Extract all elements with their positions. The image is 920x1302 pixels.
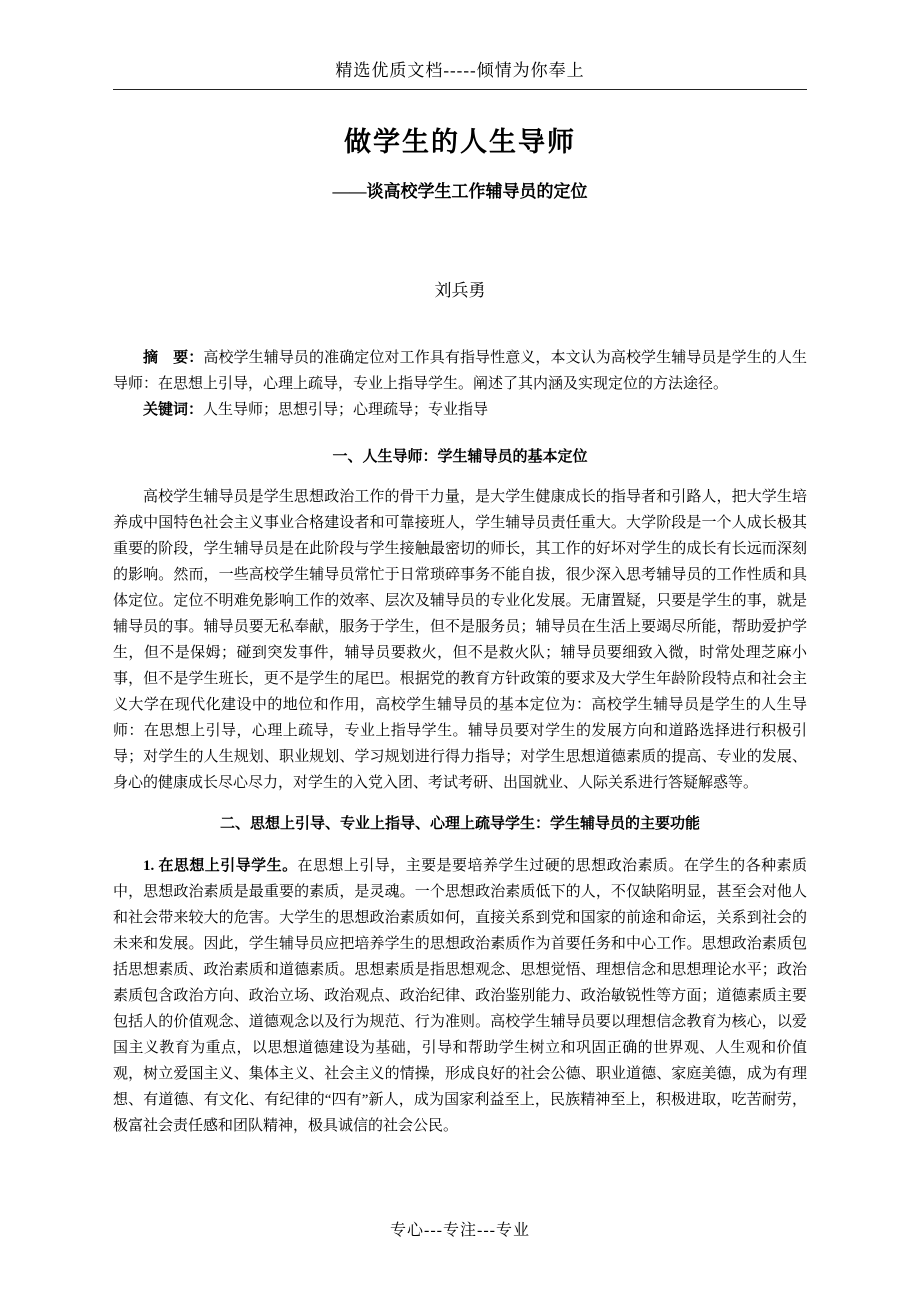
keywords-label: 关键词： — [143, 402, 204, 418]
document-subtitle: ——谈高校学生工作辅导员的定位 — [332, 182, 588, 201]
page-footer-text: 专心---专注---专业 — [390, 1222, 530, 1239]
abstract-paragraph — [113, 345, 807, 397]
abstract-label: 摘 要： — [143, 350, 204, 366]
page-header — [113, 0, 807, 90]
keywords-text: 人生导师；思想引导；心理疏导；专业指导 — [203, 402, 489, 418]
page-header-text: 精选优质文档-----倾情为你奉上 — [335, 61, 585, 80]
section-2-heading: 二、思想上引导、专业上指导、心理上疏导学生：学生辅导员的主要功能 — [219, 816, 700, 832]
header-divider — [113, 89, 807, 90]
abstract-text: 高校学生辅导员的准确定位对工作具有指导性意义，本文认为高校学生辅导员是学生的人生导师：在思想上引导，心理上疏导，专业上指导学生。阐述了其内涵及实现定位的方法途径。 — [113, 350, 807, 392]
author-name: 刘兵勇 — [434, 281, 486, 300]
section-1-heading: 一、人生导师：学生辅导员的基本定位 — [332, 449, 588, 465]
section-1-paragraph: 高校学生辅导员是学生思想政治工作的骨干力量，是大学生健康成长的指导者和引路人，把大学生培养成中国特色社会主义事业合格建设者和可靠接班人，学生辅导员责任重大。大学阶段是一个人成长极其重要的阶段，学生辅导员是在此阶段与学生接触最密切的师长，其工作的好坏对学生的成长有长远而深刻的影响。然而，一些高校学生辅导员常忙于日常琐碎事务不能自拔，很少深入思考辅导员的工作性质和具体定位。定位不明难免影响工作的效率、层次及辅导员的专业化发展。无庸置疑，只要是学生的事，就是辅导员的事。辅导员要无私奉献，服务于学生，但不是服务员；辅导员在生活上要竭尽所能，帮助爱护学生，但不是保姆；碰到突发事件，辅导员要救火，但不是救火队；辅导员要细致入微，时常处理芝麻小事，但不是学生班长，更不是学生的尾巴。根据党的教育方针政策的要求及大学生年龄阶段特点和社会主义大学在现代化建设中的地位和作用，高校学生辅导员的基本定位为：高校学生辅导员是学生的人生导师：在思想上引导，心理上疏导，专业上指导学生。辅导员要对学生的发展方向和道路选择进行积极引导；对学生的人生规划、职业规划、学习规划进行得力指导；对学生思想道德素质的提高、专业的发展、身心的健康成长尽心尽力，对学生的入党入团、考试考研、出国就业、人际关系进行答疑解惑等。 — [113, 489, 807, 791]
keywords-paragraph — [113, 397, 807, 423]
section-2-paragraph-text: 在思想上引导，主要是要培养学生过硬的思想政治素质。在学生的各种素质中，思想政治素质是最重要的素质，是灵魂。一个思想政治素质低下的人，不仅缺陷明显，甚至会对他人和社会带来较大的危害。大学生的思想政治素质如何，直接关系到党和国家的前途和命运，关系到社会的未来和发展。因此，学生辅导员应把培养学生的思想政治素质作为首要任务和中心工作。思想政治素质包括思想素质、政治素质和道德素质。思想素质是指思想观念、思想觉悟、理想信念和思想理论水平；政治素质包含政治方向、政治立场、政治观点、政治纪律、政治鉴别能力、政治敏锐性等方面；道德素质主要包括人的价值观念、道德观念以及行为规范、行为准则。高校学生辅导员要以理想信念教育为核心，以爱国主义教育为重点，以思想道德建设为基础，引导和帮助学生树立和巩固正确的世界观、人生观和价值观，树立爱国主义、集体主义、社会主义的情操，形成良好的社会公德、职业道德、家庭美德，成为有理想、有道德、有文化、有纪律的“四有”新人，成为国家利益至上，民族精神至上，积极进取，吃苦耐劳，极富社会责任感和团队精神，极具诚信的社会公民。 — [113, 858, 807, 1134]
document-title: 做学生的人生导师 — [344, 127, 576, 157]
section-2-paragraph — [113, 853, 807, 1139]
section-2-paragraph-lead: 1. 在思想上引导学生。 — [143, 858, 298, 874]
